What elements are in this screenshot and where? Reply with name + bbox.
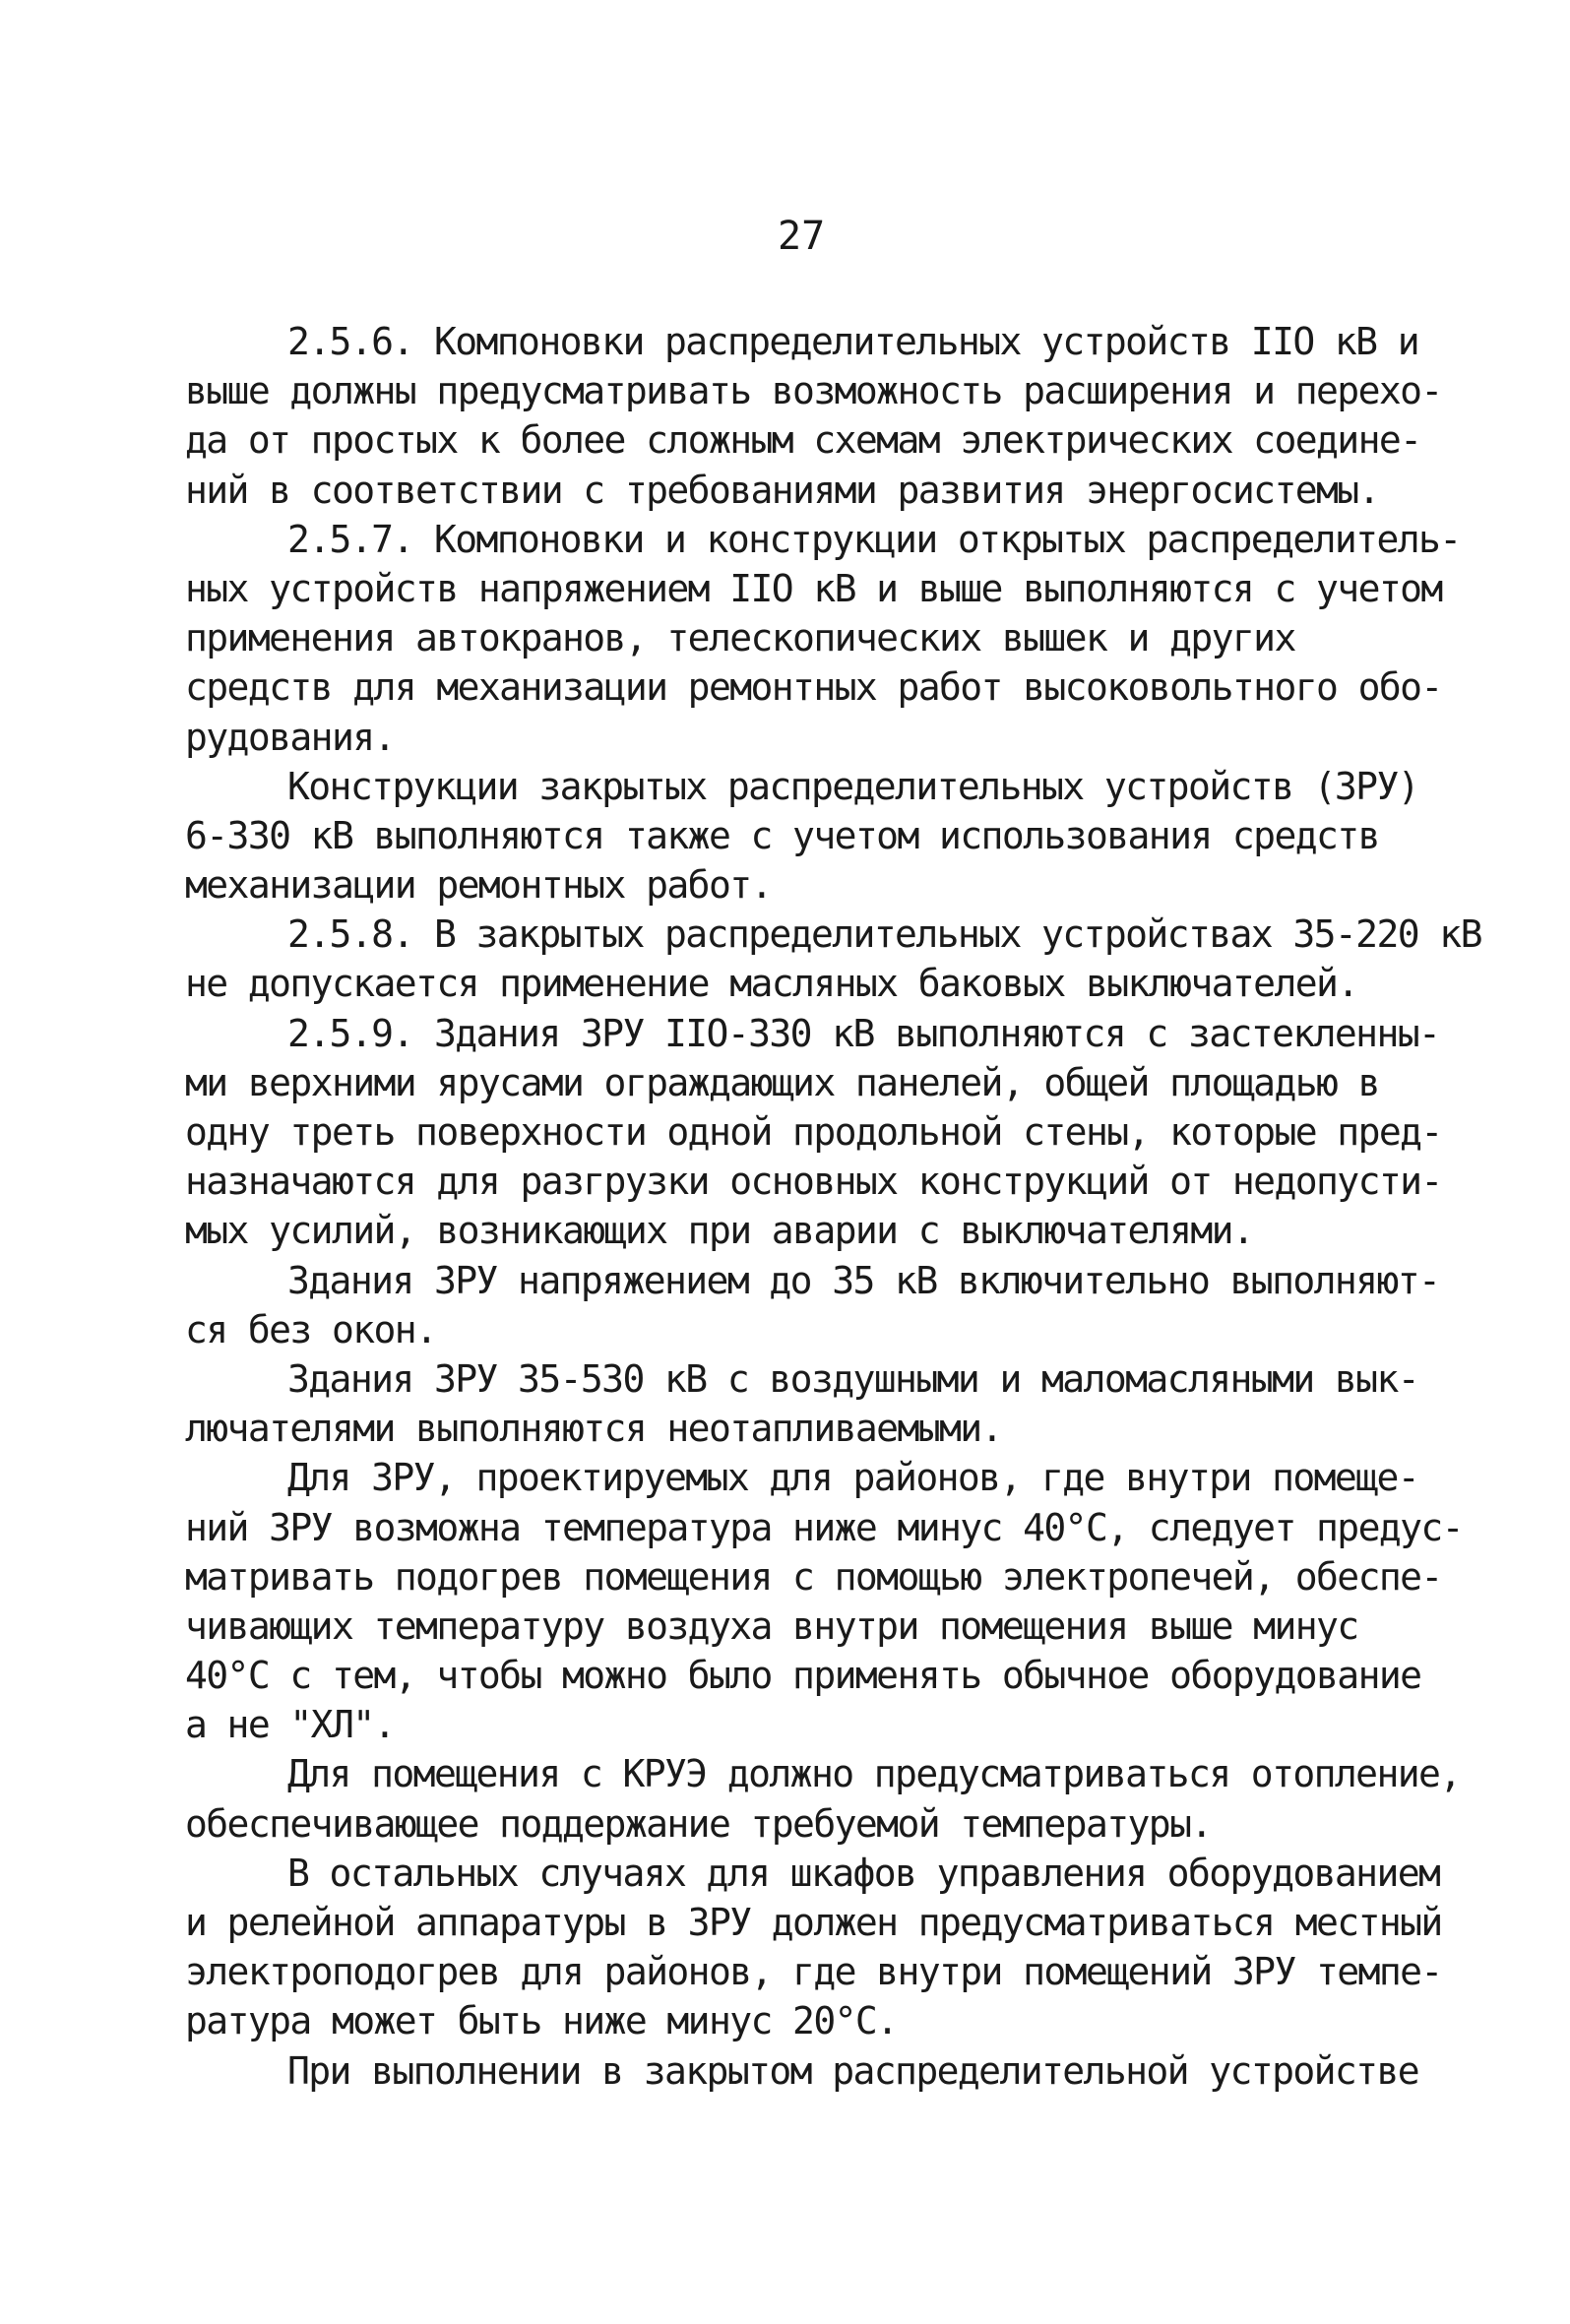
text-line: электроподогрев для районов, где внутри помещений ЗРУ темпе- xyxy=(185,1950,1442,1994)
text-line: При выполнении в закрытом распределительной устройстве xyxy=(287,2048,1419,2093)
text-line: применения автокранов, телескопических вышек и других xyxy=(185,616,1295,660)
text-line: Здания ЗРУ 35-530 кВ с воздушными и маломасляными вык- xyxy=(287,1356,1419,1401)
text-line: ний ЗРУ возможна температура ниже минус 40°С, следует предус- xyxy=(185,1505,1463,1549)
text-line: 2.5.6. Компоновки распределительных устройств IIO кВ и xyxy=(287,320,1419,363)
text-line: ми верхними ярусами ограждающих панелей, общей площадью в xyxy=(185,1060,1379,1104)
text-line: да от простых к более сложным схемам электрических соедине- xyxy=(185,418,1421,463)
text-line: Для помещения с КРУЭ должно предусматриваться отопление, xyxy=(287,1752,1461,1796)
text-line: и релейной аппаратуры в ЗРУ должен предусматриваться местный xyxy=(185,1901,1442,1944)
text-line: матривать подогрев помещения с помощью электропечей, обеспе- xyxy=(185,1554,1442,1599)
text-line: Для ЗРУ, проектируемых для районов, где внутри помеще- xyxy=(287,1456,1419,1500)
text-line: ся без окон. xyxy=(185,1307,437,1351)
text-line: ных устройств напряжением IIO кВ и выше выполняются с учетом xyxy=(185,566,1442,610)
text-line: а не "ХЛ". xyxy=(185,1703,395,1747)
text-line: ратура может быть ниже минус 20°С. xyxy=(185,1999,898,2043)
text-line: В остальных случаях для шкафов управления оборудованием xyxy=(287,1851,1440,1895)
text-line: 40°С с тем, чтобы можно было применять обычное оборудование xyxy=(185,1654,1421,1698)
page-number: 27 xyxy=(778,214,826,259)
text-line: рудования. xyxy=(185,715,395,759)
text-line: мых усилий, возникающих при аварии с выключателями. xyxy=(185,1209,1254,1253)
text-line: 6-330 кВ выполняются также с учетом использования средств xyxy=(185,813,1379,857)
text-line: назначаются для разгрузки основных конструкций от недопусти- xyxy=(185,1160,1442,1204)
page-body xyxy=(185,317,1481,2096)
text-line: лючателями выполняются неотапливаемыми. xyxy=(185,1407,1002,1451)
text-line: одну треть поверхности одной продольной стены, которые пред- xyxy=(185,1110,1442,1154)
text-line: Здания ЗРУ напряжением до 35 кВ включительно выполняют- xyxy=(287,1258,1440,1302)
text-line: 2.5.9. Здания ЗРУ IIO-330 кВ выполняются с застекленны- xyxy=(287,1011,1440,1055)
text-line: механизации ремонтных работ. xyxy=(185,863,772,908)
text-line: средств для механизации ремонтных работ высоковольтного обо- xyxy=(185,665,1442,710)
text-line: чивающих температуру воздуха внутри помещения выше минус xyxy=(185,1603,1358,1648)
text-line: 2.5.7. Компоновки и конструкции открытых распределитель- xyxy=(287,517,1461,561)
text-line: не допускается применение масляных баковых выключателей. xyxy=(185,962,1358,1006)
text-line: Конструкции закрытых распределительных устройств (ЗРУ) xyxy=(287,764,1419,808)
text-line: 2.5.8. В закрытых распределительных устройствах 35-220 кВ xyxy=(287,912,1481,957)
text-line: выше должны предусматривать возможность расширения и перехо- xyxy=(185,369,1442,413)
text-line: ний в соответствии с требованиями развития энергосистемы. xyxy=(185,468,1379,512)
text-line: обеспечивающее поддержание требуемой температуры. xyxy=(185,1801,1212,1846)
